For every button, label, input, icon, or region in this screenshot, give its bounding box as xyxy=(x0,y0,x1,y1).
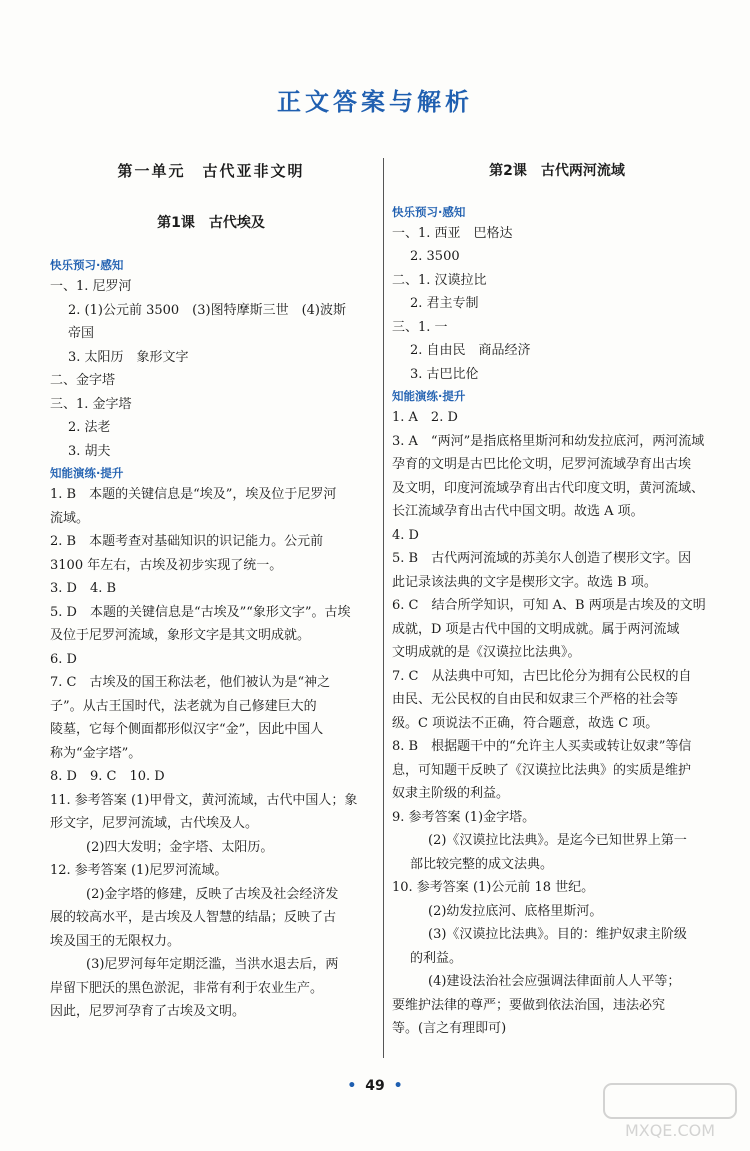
answer-line: 7. C 从法典中可知，古巴比伦分为拥有公民权的自 xyxy=(392,668,692,684)
answer-line: 6. D xyxy=(50,651,77,667)
section-heading: 快乐预习·感知 xyxy=(50,258,124,272)
answer-line: 8. B 根据题干中的“允许主人买卖或转让奴隶”等信 xyxy=(392,739,692,754)
answer-line: 陵墓，它每个侧面都形似汉字“金”，因此中国人 xyxy=(50,722,324,737)
answer-line: 奴隶主阶级的利益。 xyxy=(392,786,510,801)
answer-line: 岸留下肥沃的黑色淤泥，非常有利于农业生产。 xyxy=(50,980,324,996)
answer-line: 由民、无公民权的自由民和奴隶三个严格的社会等 xyxy=(392,692,679,707)
answer-line: 2. 法老 xyxy=(68,420,111,435)
answer-line: 文明成就的是《汉谟拉比法典》。 xyxy=(392,645,581,660)
right-answer-list xyxy=(392,202,722,1041)
answer-line: 称为“金字塔”。 xyxy=(50,745,142,761)
lesson-title-2: 第2课 古代两河流域 xyxy=(489,163,625,179)
answer-line: 因此，尼罗河孕育了古埃及文明。 xyxy=(50,1004,246,1019)
section-heading: 知能演练·提升 xyxy=(392,389,466,403)
answer-line: 2. B 本题考查对基础知识的识记能力。公元前 xyxy=(50,534,324,549)
answer-line: 二、金字塔 xyxy=(50,373,116,388)
answer-line: 子”。从古王国时代，法老就为自己修建巨大的 xyxy=(50,698,317,714)
answer-line: 3. D 4. B xyxy=(50,581,117,596)
answer-line: 二、1. 汉谟拉比 xyxy=(392,272,487,288)
answer-line: 12. 参考答案 (1)尼罗河流域。 xyxy=(50,863,228,878)
answer-line: 一、1. 尼罗河 xyxy=(50,279,132,294)
answer-line: 一、1. 西亚 巴格达 xyxy=(392,225,513,241)
answer-line: 2. 自由民 商品经济 xyxy=(410,343,531,358)
answer-line: 帝国 xyxy=(68,326,95,341)
answer-line: 及位于尼罗河流域，象形文字是其文明成就。 xyxy=(50,628,311,643)
answer-line: 及文明，印度河流域孕育出古代印度文明，黄河流域、 xyxy=(392,480,705,496)
answer-line: 部比较完整的成文法典。 xyxy=(410,856,554,872)
answer-line: 3. A “两河”是指底格里斯河和幼发拉底河，两河流域 xyxy=(392,433,705,449)
answer-line: 8. D 9. C 10. D xyxy=(50,769,165,784)
answer-line: 3. 太阳历 象形文字 xyxy=(68,349,189,365)
answer-line: 6. C 结合所学知识，可知 A、B 两项是古埃及的文明 xyxy=(392,598,706,613)
left-column xyxy=(50,160,372,1024)
answer-line: 此记录该法典的文字是楔形文字。故选 B 项。 xyxy=(392,574,657,590)
watermark-text: MXQE.COM xyxy=(624,1121,716,1140)
answer-line: 9. 参考答案 (1)金字塔。 xyxy=(392,809,536,825)
answer-line: 形文字，尼罗河流域，古代埃及人。 xyxy=(50,816,259,831)
answer-line: (3)《汉谟拉比法典》。目的：维护奴隶主阶级 xyxy=(428,927,687,942)
column-divider xyxy=(383,158,384,1058)
footer-dot-icon: • xyxy=(393,1078,403,1094)
answer-line: 1. B 本题的关键信息是“埃及”，埃及位于尼罗河 xyxy=(50,487,337,502)
section-heading: 知能演练·提升 xyxy=(50,466,124,480)
section-heading: 快乐预习·感知 xyxy=(392,204,466,219)
answer-line: 2. 3500 xyxy=(410,249,460,264)
answer-line: 11. 参考答案 (1)甲骨文，黄河流域，古代中国人；象 xyxy=(50,792,358,808)
answer-line: 3. 胡夫 xyxy=(68,443,111,459)
answer-line: 2. 君主专制 xyxy=(410,296,479,311)
left-answer-list xyxy=(50,255,372,1024)
lesson-title-1: 第1课 古代埃及 xyxy=(157,214,265,231)
answer-line: 10. 参考答案 (1)公元前 18 世纪。 xyxy=(392,880,595,895)
answer-line: 7. C 古埃及的国王称法老，他们被认为是“神之 xyxy=(50,675,331,690)
answer-line: (2)四大发明；金字塔、太阳历。 xyxy=(86,839,274,855)
answer-line: (2)幼发拉底河、底格里斯河。 xyxy=(428,903,603,919)
answer-line: 流域。 xyxy=(50,510,90,526)
footer-dot-icon: • xyxy=(347,1078,357,1094)
answer-line: 展的较高水平，是古埃及人智慧的结晶；反映了古 xyxy=(50,910,337,925)
answer-line: 2. (1)公元前 3500 (3)图特摩斯三世 (4)波斯 xyxy=(68,302,346,318)
right-column xyxy=(392,160,722,1041)
page-number: 49 xyxy=(365,1078,385,1094)
answer-line: 埃及国王的无限权力。 xyxy=(50,933,181,949)
answer-line: 成就，D 项是古代中国的文明成就。属于两河流域 xyxy=(392,621,680,637)
answer-line: 5. D 本题的关键信息是“古埃及”“象形文字”。古埃 xyxy=(50,604,351,620)
answer-line: 要维护法律的尊严；要做到依法治国，违法必究 xyxy=(392,997,666,1013)
answer-line: 长江流域孕育出古代中国文明。故选 A 项。 xyxy=(392,504,644,519)
answer-line: 4. D xyxy=(392,527,419,543)
answer-line: 等。(言之有理即可) xyxy=(392,1021,507,1036)
answer-line: 的利益。 xyxy=(410,950,463,966)
watermark-logo xyxy=(600,1080,740,1144)
answer-line: (2)金字塔的修建，反映了古埃及社会经济发 xyxy=(86,886,339,902)
answer-line: (4)建设法治社会应强调法律面前人人平等； xyxy=(428,974,681,989)
page-title: 正文答案与解析 xyxy=(277,88,473,116)
answer-line: 孕育的文明是古巴比伦文明，尼罗河流域孕育出古埃 xyxy=(392,457,692,472)
answer-line: 1. A 2. D xyxy=(392,410,458,425)
answer-line: 3100 年左右，古埃及初步实现了统一。 xyxy=(50,557,283,573)
answer-line: 5. B 古代两河流域的苏美尔人创造了楔形文字。因 xyxy=(392,551,692,566)
answer-line: 三、1. 金字塔 xyxy=(50,396,132,412)
answer-line: (3)尼罗河每年定期泛滥，当洪水退去后，两 xyxy=(86,957,339,972)
answer-line: 三、1. 一 xyxy=(392,319,448,335)
answer-line: 息，可知题干反映了《汉谟拉比法典》的实质是维护 xyxy=(392,762,692,778)
unit-title: 第一单元 古代亚非文明 xyxy=(117,162,305,180)
answer-line: 级。C 项说法不正确，符合题意，故选 C 项。 xyxy=(392,715,659,731)
answer-line: (2)《汉谟拉比法典》。是迄今已知世界上第一 xyxy=(428,833,687,848)
answer-line: 3. 古巴比伦 xyxy=(410,366,479,382)
